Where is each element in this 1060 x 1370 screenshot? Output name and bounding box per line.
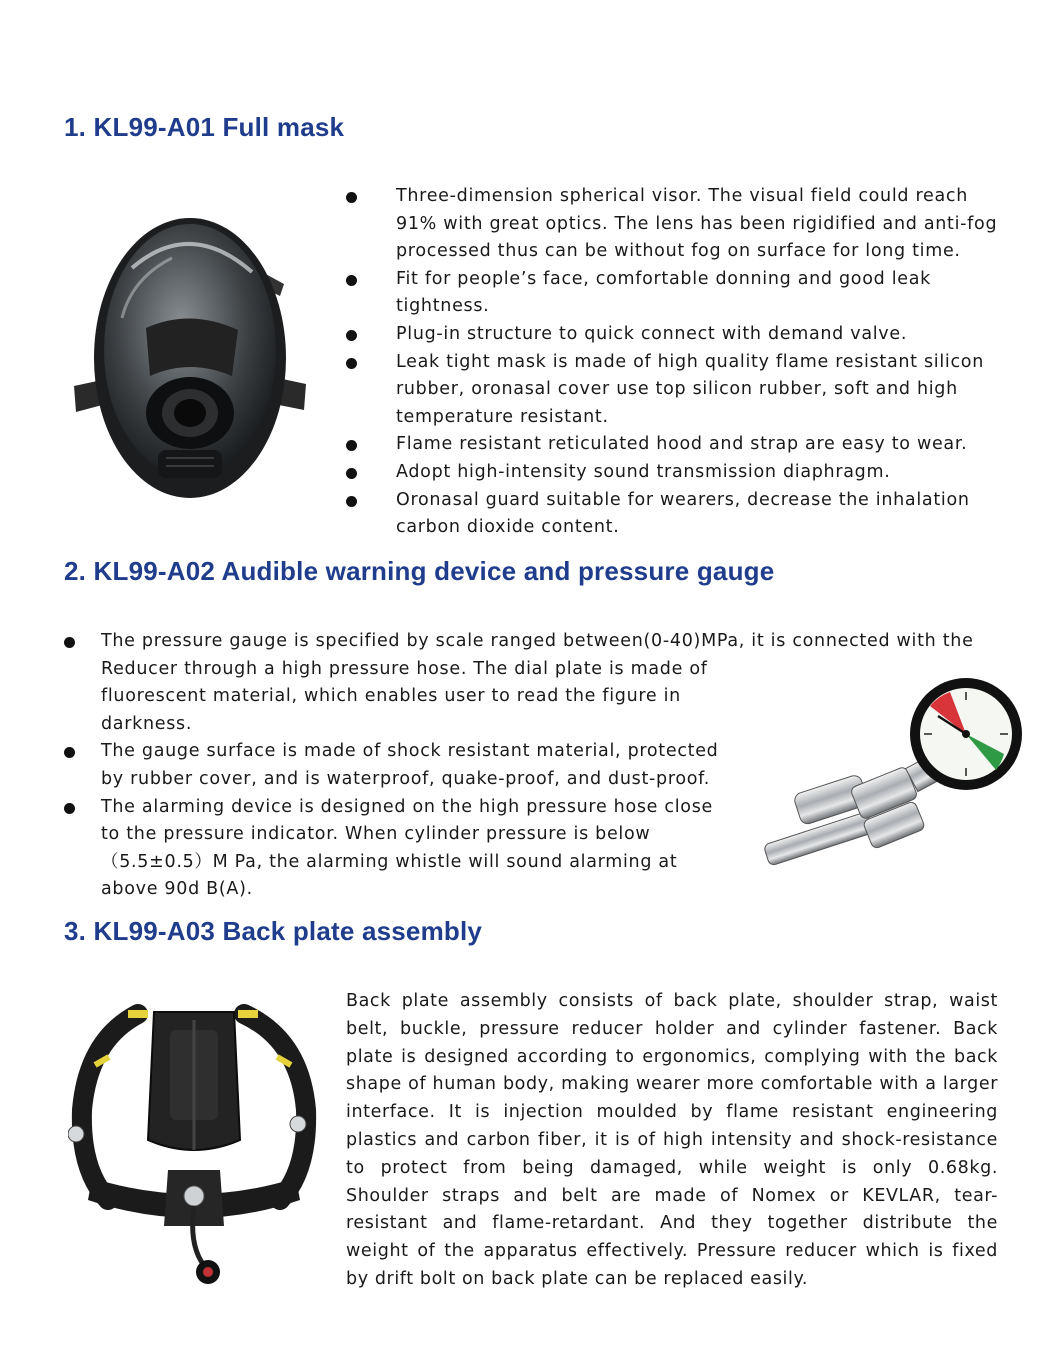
- bullet-icon: [346, 496, 357, 507]
- bullet-icon: [346, 192, 357, 203]
- section-3-paragraph: Back plate assembly consists of back plate, shoulder strap, waist belt, buckle, pressure reducer holder and cylinder fastener. Back plate is designed according to ergonomics, complying with the back shape of human body, making wearer more comfortable with a larger interface. It is injection moulded by flame resistant engineering plastics and carbon fiber, it is of high intensity and shock-resistance to protect from being damaged, while weight is only 0.68kg. Shoulder straps and belt are made of Nomex or KEVLAR, tear-resistant and flame-retardant. And they together distribute the weight of the apparatus effectively. Pressure reducer which is fixed by drift bolt on back plate can be replaced easily.: [346, 991, 998, 1289]
- bullet-text: Three-dimension spherical visor. The visual field could reach 91% with great optics. The lens has been rigidified and anti-fog processed thus can be without fog on surface for long time.: [396, 186, 998, 262]
- bullet-item: [346, 349, 1006, 432]
- bullet-icon: [346, 358, 357, 369]
- section-1-bullets: [346, 183, 1006, 542]
- bullet-text: Adopt high-intensity sound transmission diaphragm.: [396, 461, 891, 482]
- section-2-title: 2. KL99-A02 Audible warning device and pressure gauge: [64, 556, 775, 586]
- bullet-text: The alarming device is designed on the high pressure hose close to the pressure indicator. When cylinder pressure is below（5.5±0.5）M Pa, the alarming whistle will sound alarming at above 90d B(A).: [101, 796, 713, 900]
- pressure-gauge-photo: [760, 676, 1036, 866]
- bullet-item: [346, 321, 1006, 349]
- section-3-title: 3. KL99-A03 Back plate assembly: [64, 916, 483, 946]
- bullet-item: [346, 487, 1006, 542]
- bullet-item: [346, 431, 1006, 459]
- bullet-icon: [64, 747, 75, 758]
- full-mask-photo: [62, 208, 318, 500]
- bullet-item: [64, 738, 731, 793]
- bullet-text: Plug-in structure to quick connect with demand valve.: [396, 323, 908, 344]
- bullet-text: Fit for people’s face, comfortable donning and good leak tightness.: [396, 268, 931, 317]
- bullet-text: Oronasal guard suitable for wearers, decrease the inhalation carbon dioxide content.: [396, 489, 970, 538]
- bullet-icon: [64, 803, 75, 814]
- bullet-icon: [346, 468, 357, 479]
- bullet-icon: [64, 637, 75, 648]
- bullet-item: [346, 183, 1006, 266]
- bullet-text-line: The pressure gauge is specified by scale ranged between(0-40)MPa, it is connected with the: [101, 631, 974, 651]
- bullet-text: Flame resistant reticulated hood and strap are easy to wear.: [396, 434, 968, 455]
- bullet-item: [346, 459, 1006, 487]
- bullet-icon: [346, 275, 357, 286]
- bullet-text: Leak tight mask is made of high quality flame resistant silicon rubber, oronasal cover use top silicon rubber, soft and high temperature resistant.: [396, 351, 985, 427]
- section-1-title: 1. KL99-A01 Full mask: [64, 112, 345, 142]
- bullet-text: Reducer through a high pressure hose. The dial plate is made of fluorescent material, which enables user to read the figure in darkness.: [101, 658, 708, 734]
- bullet-icon: [346, 440, 357, 451]
- back-plate-photo: [68, 1000, 320, 1292]
- bullet-icon: [346, 330, 357, 341]
- bullet-text: The gauge surface is made of shock resistant material, protected by rubber cover, and is waterproof, quake-proof, and dust-proof.: [101, 741, 719, 789]
- bullet-item: [64, 794, 731, 904]
- bullet-item: [346, 266, 1006, 321]
